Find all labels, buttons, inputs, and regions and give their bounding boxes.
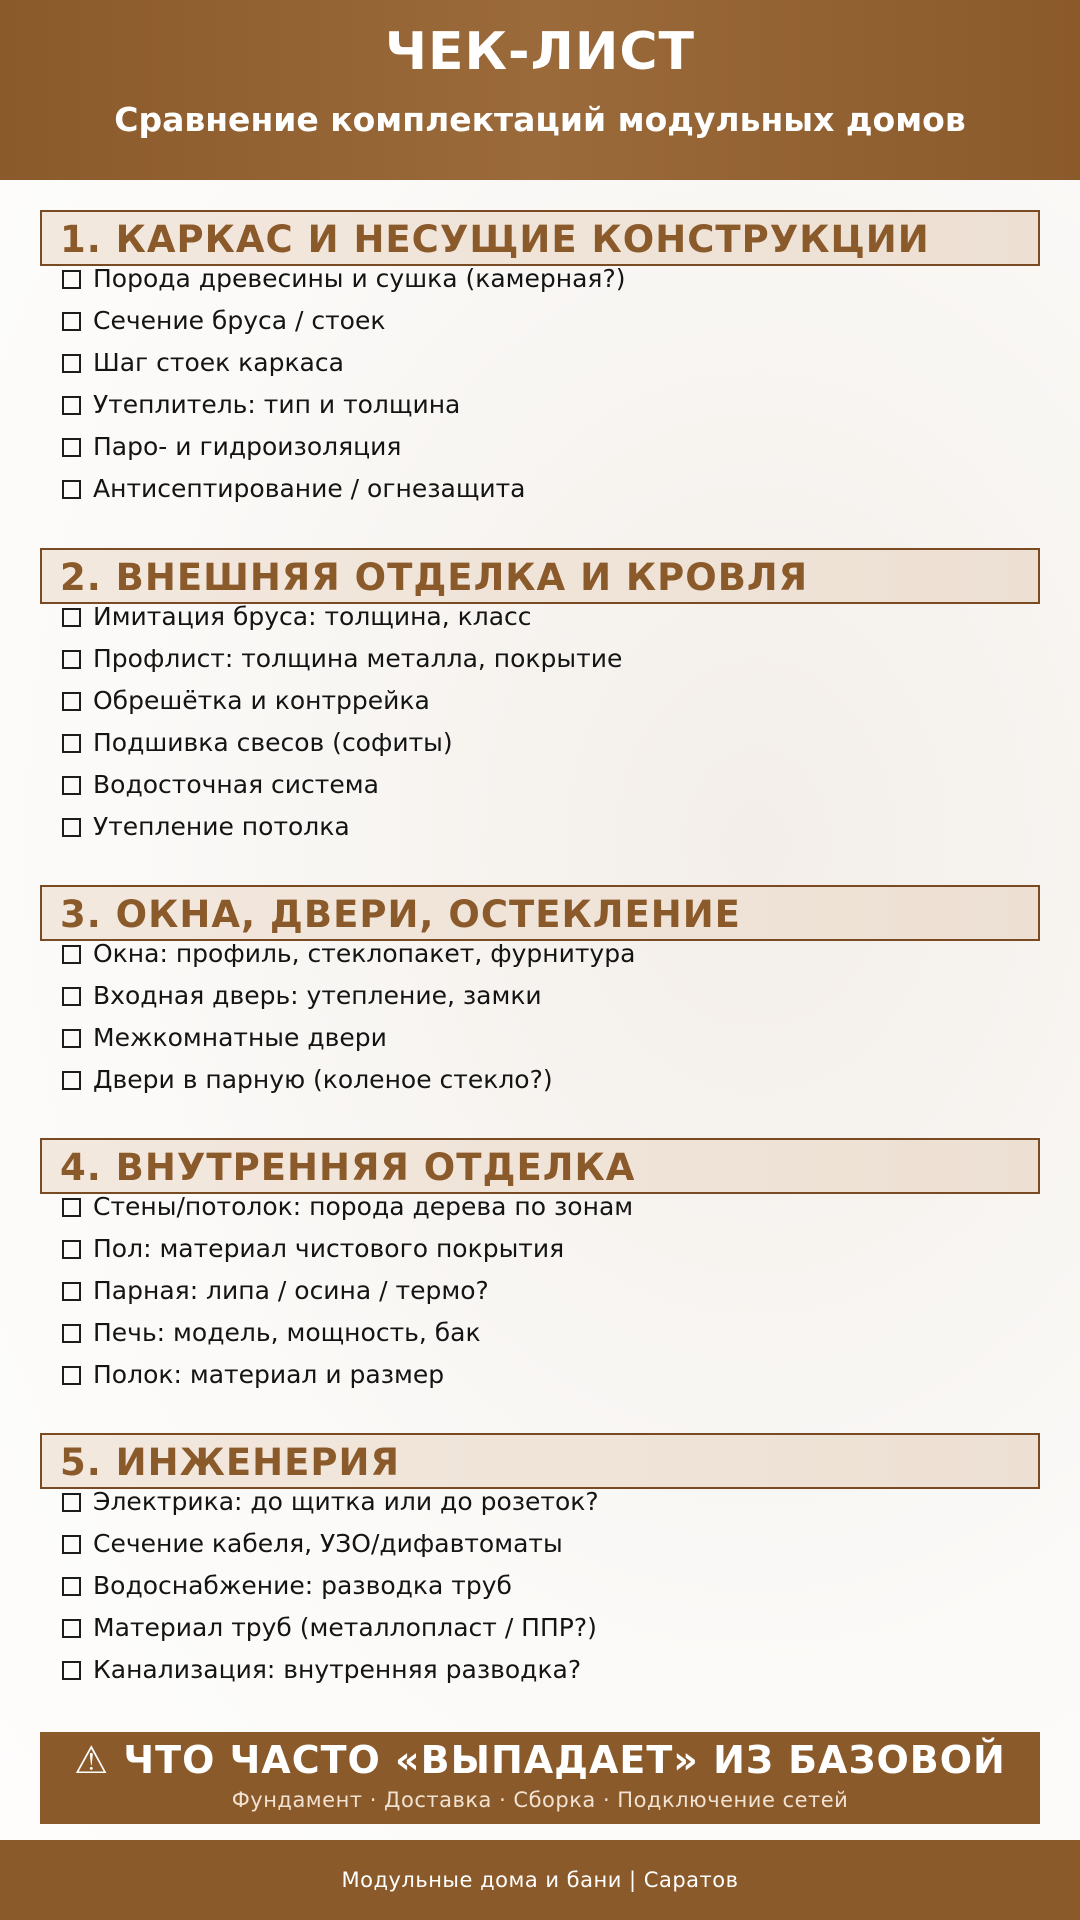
checkbox-icon[interactable] [62,1493,81,1512]
checklist-item-label: Парная: липа / осина / термо? [93,1276,489,1305]
checkbox-icon[interactable] [62,1366,81,1385]
checklist-item[interactable] [62,809,350,845]
checklist-item-label: Межкомнатные двери [93,1023,387,1052]
footer: Модульные дома и бани | Саратов [0,1840,1080,1920]
checklist-item[interactable] [62,387,460,423]
checklist-item-label: Имитация бруса: толщина, класс [93,602,532,631]
warning-title: ⚠ ЧТО ЧАСТО «ВЫПАДАЕТ» ИЗ БАЗОВОЙ [74,1738,1006,1782]
checklist-item[interactable] [62,1062,553,1098]
checklist-item-label: Стены/потолок: порода дерева по зонам [93,1192,634,1221]
section-title-3: 3. ОКНА, ДВЕРИ, ОСТЕКЛЕНИЕ [40,885,1040,941]
checkbox-icon[interactable] [62,1198,81,1217]
checklist-item[interactable] [62,725,453,761]
checklist-item-label: Двери в парную (коленое стекло?) [93,1065,553,1094]
checklist-item-label: Антисептирование / огнезащита [93,474,526,503]
checklist-item[interactable] [62,641,622,677]
checklist-item[interactable] [62,1357,444,1393]
checklist-item-label: Материал труб (металлопласт / ППР?) [93,1613,597,1642]
checklist-item-label: Обрешётка и контррейка [93,686,430,715]
checklist-item[interactable] [62,1315,481,1351]
checklist-item[interactable] [62,683,430,719]
checkbox-icon[interactable] [62,1535,81,1554]
checklist-item-label: Окна: профиль, стеклопакет, фурнитура [93,939,636,968]
checklist-item[interactable] [62,1189,633,1225]
checklist-item[interactable] [62,303,385,339]
checklist-item-label: Профлист: толщина металла, покрытие [93,644,623,673]
checklist-item[interactable] [62,936,635,972]
checklist-item-label: Сечение кабеля, УЗО/дифавтоматы [93,1529,563,1558]
checklist-item[interactable] [62,1526,563,1562]
checkbox-icon[interactable] [62,987,81,1006]
checkbox-icon[interactable] [62,945,81,964]
checklist-item[interactable] [62,1020,387,1056]
checklist-item[interactable] [62,1652,581,1688]
checkbox-icon[interactable] [62,1240,81,1259]
warning-box [40,1732,1040,1824]
section-title-4: 4. ВНУТРЕННЯЯ ОТДЕЛКА [40,1138,1040,1194]
section-title-2: 2. ВНЕШНЯЯ ОТДЕЛКА И КРОВЛЯ [40,548,1040,604]
checklist-item-label: Электрика: до щитка или до розеток? [93,1487,599,1516]
checkbox-icon[interactable] [62,692,81,711]
checkbox-icon[interactable] [62,396,81,415]
checklist-item[interactable] [62,1610,597,1646]
checklist-item[interactable] [62,1231,564,1267]
checkbox-icon[interactable] [62,1029,81,1048]
checkbox-icon[interactable] [62,270,81,289]
checklist-item-label: Канализация: внутренняя разводка? [93,1655,582,1684]
checkbox-icon[interactable] [62,480,81,499]
page-subtitle: Сравнение комплектаций модульных домов [114,100,966,139]
checkbox-icon[interactable] [62,354,81,373]
header-banner [0,0,1080,180]
checkbox-icon[interactable] [62,438,81,457]
checklist-item-label: Порода древесины и сушка (камерная?) [93,264,626,293]
checklist-item[interactable] [62,978,542,1014]
checklist-item-label: Утеплитель: тип и толщина [93,390,461,419]
checkbox-icon[interactable] [62,650,81,669]
section-title-1: 1. КАРКАС И НЕСУЩИЕ КОНСТРУКЦИИ [40,210,1040,266]
checklist-item[interactable] [62,599,532,635]
checklist-item-label: Подшивка свесов (софиты) [93,728,453,757]
warning-subtitle: Фундамент · Доставка · Сборка · Подключение сетей [231,1788,849,1812]
checkbox-icon[interactable] [62,1619,81,1638]
checkbox-icon[interactable] [62,776,81,795]
checkbox-icon[interactable] [62,312,81,331]
checkbox-icon[interactable] [62,1661,81,1680]
checklist-item-label: Водоснабжение: разводка труб [93,1571,512,1600]
checklist-item[interactable] [62,1273,489,1309]
checklist-item-label: Паро- и гидроизоляция [93,432,402,461]
checkbox-icon[interactable] [62,734,81,753]
page-title: ЧЕК-ЛИСТ [385,22,695,82]
section-title-5: 5. ИНЖЕНЕРИЯ [40,1433,1040,1489]
checkbox-icon[interactable] [62,1324,81,1343]
checkbox-icon[interactable] [62,818,81,837]
checklist-item[interactable] [62,1484,599,1520]
checklist-item[interactable] [62,429,401,465]
checklist-item[interactable] [62,1568,512,1604]
checkbox-icon[interactable] [62,1282,81,1301]
checkbox-icon[interactable] [62,1577,81,1596]
checkbox-icon[interactable] [62,1071,81,1090]
checklist-item[interactable] [62,345,344,381]
checkbox-icon[interactable] [62,608,81,627]
checklist-item-label: Входная дверь: утепление, замки [93,981,542,1010]
checklist-item-label: Пол: материал чистового покрытия [93,1234,565,1263]
checklist-item[interactable] [62,767,379,803]
checklist-item-label: Шаг стоек каркаса [93,348,344,377]
checklist-item[interactable] [62,471,526,507]
checklist-item-label: Печь: модель, мощность, бак [93,1318,481,1347]
checklist-item-label: Утепление потолка [93,812,350,841]
checklist-item-label: Сечение бруса / стоек [93,306,386,335]
checklist-item-label: Полок: материал и размер [93,1360,445,1389]
checklist-item[interactable] [62,261,625,297]
checklist-item-label: Водосточная система [93,770,379,799]
